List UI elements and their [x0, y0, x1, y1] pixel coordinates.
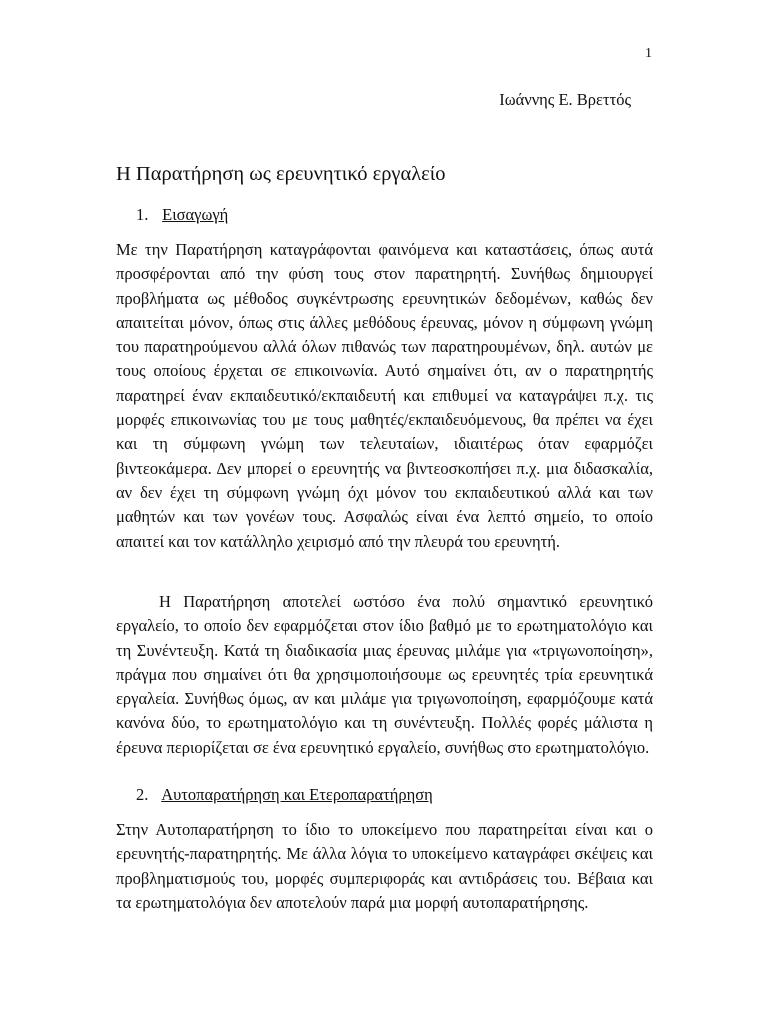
section-title: Εισαγωγή — [162, 205, 229, 224]
section-heading-introduction — [136, 205, 228, 225]
section-title: Αυτοπαρατήρηση και Ετεροπαρατήρηση — [161, 785, 433, 804]
document-title: Η Παρατήρηση ως ερευνητικό εργαλείο — [116, 163, 446, 185]
author-name: Ιωάννης Ε. Βρεττός — [499, 90, 631, 109]
section-heading-self-observation — [136, 785, 433, 805]
section-number: 2. — [136, 785, 149, 804]
paragraph: Στην Αυτοπαρατήρηση το ίδιο το υποκείμενο που παρατηρείται είναι και ο ερευνητής-παρατηρητής. Με άλλα λόγια το υποκείμενο καταγράφει σκέψεις και προβληματισμούς του, μορφές συμπεριφοράς και αντιδράσεις του. Βέβαια και τα ερωτηματολόγια δεν αποτελούν παρά μια μορφή αυτοπαρατήρησης. — [116, 820, 653, 912]
page-number: 1 — [645, 46, 652, 61]
paragraph: Η Παρατήρηση αποτελεί ωστόσο ένα πολύ σημαντικό ερευνητικό εργαλείο, το οποίο δεν εφαρμόζεται στον ίδιο βαθμό με το ερωτηματολόγιο και τη Συνέντευξη. Κατά τη διαδικασία μιας έρευνας μιλάμε για «τριγωνοποίηση», πράγμα που σημαίνει ότι θα χρησιμοποιήσουμε ως ερευνητές τρία ερευνητικά εργαλεία. Συνήθως όμως, αν και μιλάμε για τριγωνοποίηση, εφαρμόζουμε κατά κανόνα δύο, το ερωτηματολόγιο και τη συνέντευξη. Πολλές φορές μάλιστα η έρευνα περιορίζεται σε ένα ερευνητικό εργαλείο, συνήθως στο ερωτηματολόγιο. — [116, 592, 653, 757]
paragraph: Με την Παρατήρηση καταγράφονται φαινόμενα και καταστάσεις, όπως αυτά προσφέρονται από την φύση τους στον παρατηρητή. Συνήθως δημιουργεί προβλήματα ως μέθοδος συγκέντρωσης ερευνητικών δεδομένων, καθώς δεν απαιτείται μόνον, όπως στις άλλες μεθόδους έρευνας, μόνον η σύμφωνη γνώμη του παρατηρούμενου αλλά όλων πιθανώς των παρατηρουμένων, δηλ. αυτών με τους οποίους έρχεται σε επικοινωνία. Αυτό σημαίνει ότι, αν ο παρατηρητής παρατηρεί έναν εκπαιδευτικό/εκπαιδευτή και επιθυμεί να καταγράψει π.χ. τις μορφές επικοινωνίας του με τους μαθητές/εκπαιδευόμενους, θα πρέπει να έχει και τη σύμφωνη γνώμη των τελευταίων, ιδιαιτέρως όταν εφαρμόζει βιντεοκάμερα. Δεν μπορεί ο ερευνητής να βιντεοσκοπήσει π.χ. μια διδασκαλία, αν δεν έχει τη σύμφωνη γνώμη όχι μόνον του εκπαιδευτικού αλλά και των μαθητών και των γονέων τους. Ασφαλώς είναι ένα λεπτό σημείο, το οποίο απαιτεί και τον κατάλληλο χειρισμό από την πλευρά του ερευνητή. — [116, 240, 653, 551]
section-number: 1. — [136, 205, 149, 224]
